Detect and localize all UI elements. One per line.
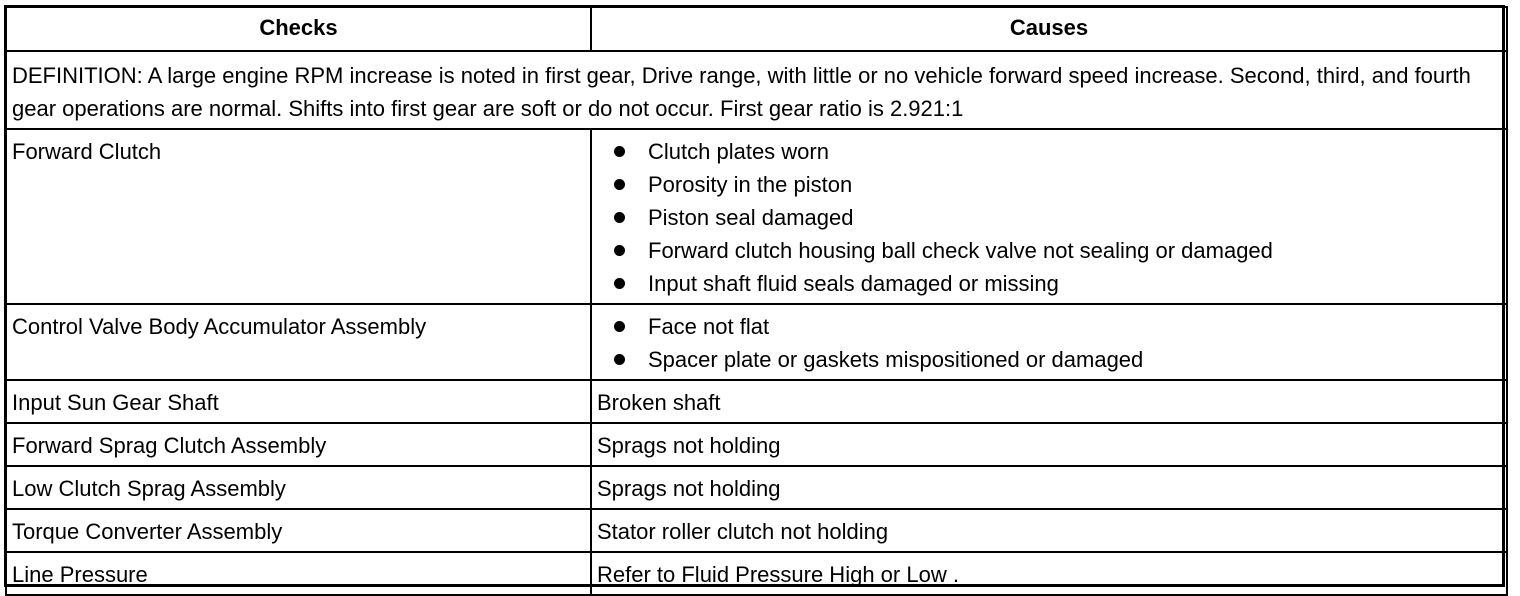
bullet-icon xyxy=(614,146,625,157)
definition-row xyxy=(6,51,1507,129)
check-cell: Line Pressure xyxy=(6,552,591,595)
check-cell: Input Sun Gear Shaft xyxy=(6,380,591,423)
check-cell: Forward Sprag Clutch Assembly xyxy=(6,423,591,466)
check-cell: Control Valve Body Accumulator Assembly xyxy=(6,304,591,380)
bullet-icon xyxy=(614,245,625,256)
causes-cell xyxy=(591,304,1507,380)
bullet-icon xyxy=(614,212,625,223)
diagnostic-table xyxy=(5,6,1508,596)
table-row xyxy=(6,509,1507,552)
definition-text: DEFINITION: A large engine RPM increase is noted in first gear, Drive range, with little or no vehicle forward speed increase. Second, third, and fourth gear operations are normal. Shifts into first gear are soft or do not occur. First gear ratio is 2.921:1 xyxy=(6,51,1507,129)
cause-text: Forward clutch housing ball check valve not sealing or damaged xyxy=(648,238,1273,263)
table-row xyxy=(6,129,1507,304)
causes-list xyxy=(597,135,1501,300)
cause-text: Clutch plates worn xyxy=(648,139,829,164)
header-causes: Causes xyxy=(591,7,1507,51)
header-row xyxy=(6,7,1507,51)
cause-text: Spacer plate or gaskets mispositioned or damaged xyxy=(648,347,1144,372)
cause-text: Face not flat xyxy=(648,314,770,339)
cause-cell: Broken shaft xyxy=(591,380,1507,423)
list-item xyxy=(614,201,1501,234)
table-row xyxy=(6,423,1507,466)
check-cell: Torque Converter Assembly xyxy=(6,509,591,552)
cause-text: Input shaft fluid seals damaged or missing xyxy=(648,271,1059,296)
bullet-icon xyxy=(614,321,625,332)
causes-cell xyxy=(591,129,1507,304)
list-item xyxy=(614,168,1501,201)
list-item xyxy=(614,310,1501,343)
list-item xyxy=(614,343,1501,376)
cause-cell: Refer to Fluid Pressure High or Low . xyxy=(591,552,1507,595)
check-cell: Low Clutch Sprag Assembly xyxy=(6,466,591,509)
cause-cell: Sprags not holding xyxy=(591,466,1507,509)
causes-list xyxy=(597,310,1501,376)
cause-text: Porosity in the piston xyxy=(648,172,853,197)
header-checks: Checks xyxy=(6,7,591,51)
table-row xyxy=(6,304,1507,380)
list-item xyxy=(614,234,1501,267)
cause-cell: Sprags not holding xyxy=(591,423,1507,466)
check-cell: Forward Clutch xyxy=(6,129,591,304)
table-row xyxy=(6,552,1507,595)
cause-text: Piston seal damaged xyxy=(648,205,854,230)
table-row xyxy=(6,380,1507,423)
bullet-icon xyxy=(614,278,625,289)
bullet-icon xyxy=(614,354,625,365)
list-item xyxy=(614,135,1501,168)
cause-cell: Stator roller clutch not holding xyxy=(591,509,1507,552)
bullet-icon xyxy=(614,179,625,190)
table-row xyxy=(6,466,1507,509)
list-item xyxy=(614,267,1501,300)
